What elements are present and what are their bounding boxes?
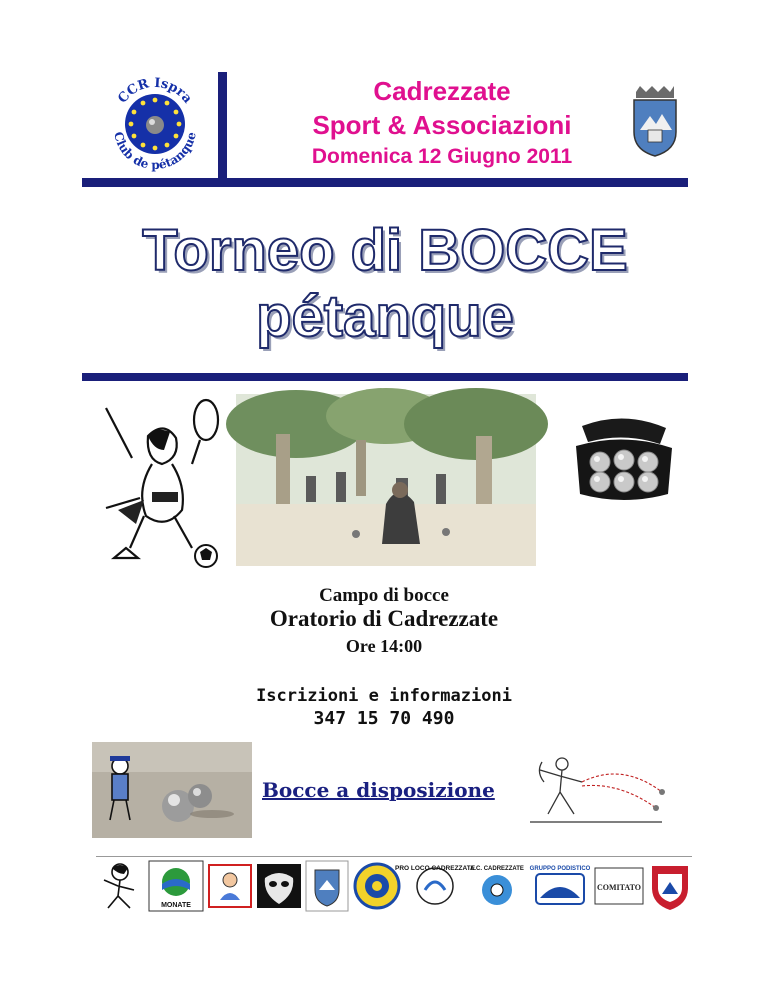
svg-text:COMITATO: COMITATO bbox=[596, 883, 641, 892]
shield-sponsor-logo bbox=[648, 860, 692, 912]
svg-text:GRUPPO PODISTICO: GRUPPO PODISTICO bbox=[529, 866, 590, 872]
mask-sponsor-logo bbox=[257, 860, 301, 912]
petanque-park-painting bbox=[236, 394, 536, 566]
town-crest-icon bbox=[626, 86, 684, 158]
contact-phone: 347 15 70 490 bbox=[313, 708, 455, 729]
title-divider-bar bbox=[82, 373, 688, 381]
svg-text:MONATE: MONATE bbox=[161, 902, 192, 909]
gruppo-sponsor-logo bbox=[530, 860, 590, 912]
venue-label: Campo di bocce bbox=[319, 585, 449, 606]
ccr-ispra-logo bbox=[104, 72, 206, 174]
svg-text:CCR Ispra: CCR Ispra bbox=[115, 75, 195, 107]
contact-label: Iscrizioni e informazioni bbox=[256, 686, 512, 706]
svg-text:A.C. CADREZZATE: A.C. CADREZZATE bbox=[470, 866, 525, 872]
boules-available-link[interactable]: Bocce a disposizione bbox=[262, 778, 495, 802]
saonda-sponsor-logo bbox=[148, 860, 204, 912]
main-subtitle: pétanque bbox=[256, 284, 514, 349]
header-vertical-bar bbox=[218, 72, 227, 180]
cartoon-sponsor-logo bbox=[96, 860, 144, 912]
ac-cadrezzate-sponsor-logo bbox=[469, 860, 525, 912]
sponsors-row bbox=[96, 858, 692, 914]
svg-text:Club de pétanque: Club de pétanque bbox=[111, 130, 199, 173]
player-sketch-illustration bbox=[522, 752, 672, 830]
header-town: Cadrezzate bbox=[373, 76, 511, 106]
svg-text:PRO LOCO CADREZZATE: PRO LOCO CADREZZATE bbox=[395, 865, 476, 872]
sponsors-divider bbox=[96, 856, 692, 857]
main-title: Torneo di BOCCE bbox=[142, 218, 628, 283]
boules-case-photo bbox=[568, 406, 682, 510]
header-horizontal-bar bbox=[82, 178, 688, 187]
venue-name: Oratorio di Cadrezzate bbox=[269, 606, 499, 631]
event-time: Ore 14:00 bbox=[345, 636, 423, 656]
header-subtitle: Sport & Associazioni bbox=[312, 110, 572, 140]
kids-sponsor-logo bbox=[208, 860, 252, 912]
boules-ground-photo bbox=[92, 742, 252, 838]
comitato-sponsor-logo bbox=[594, 860, 644, 912]
bird-player-illustration bbox=[96, 398, 224, 570]
proloco-sponsor-logo bbox=[395, 860, 476, 912]
round-sponsor-logo bbox=[353, 860, 401, 912]
crest-sponsor-logo bbox=[305, 860, 349, 912]
header-date: Domenica 12 Giugno 2011 bbox=[311, 145, 573, 168]
